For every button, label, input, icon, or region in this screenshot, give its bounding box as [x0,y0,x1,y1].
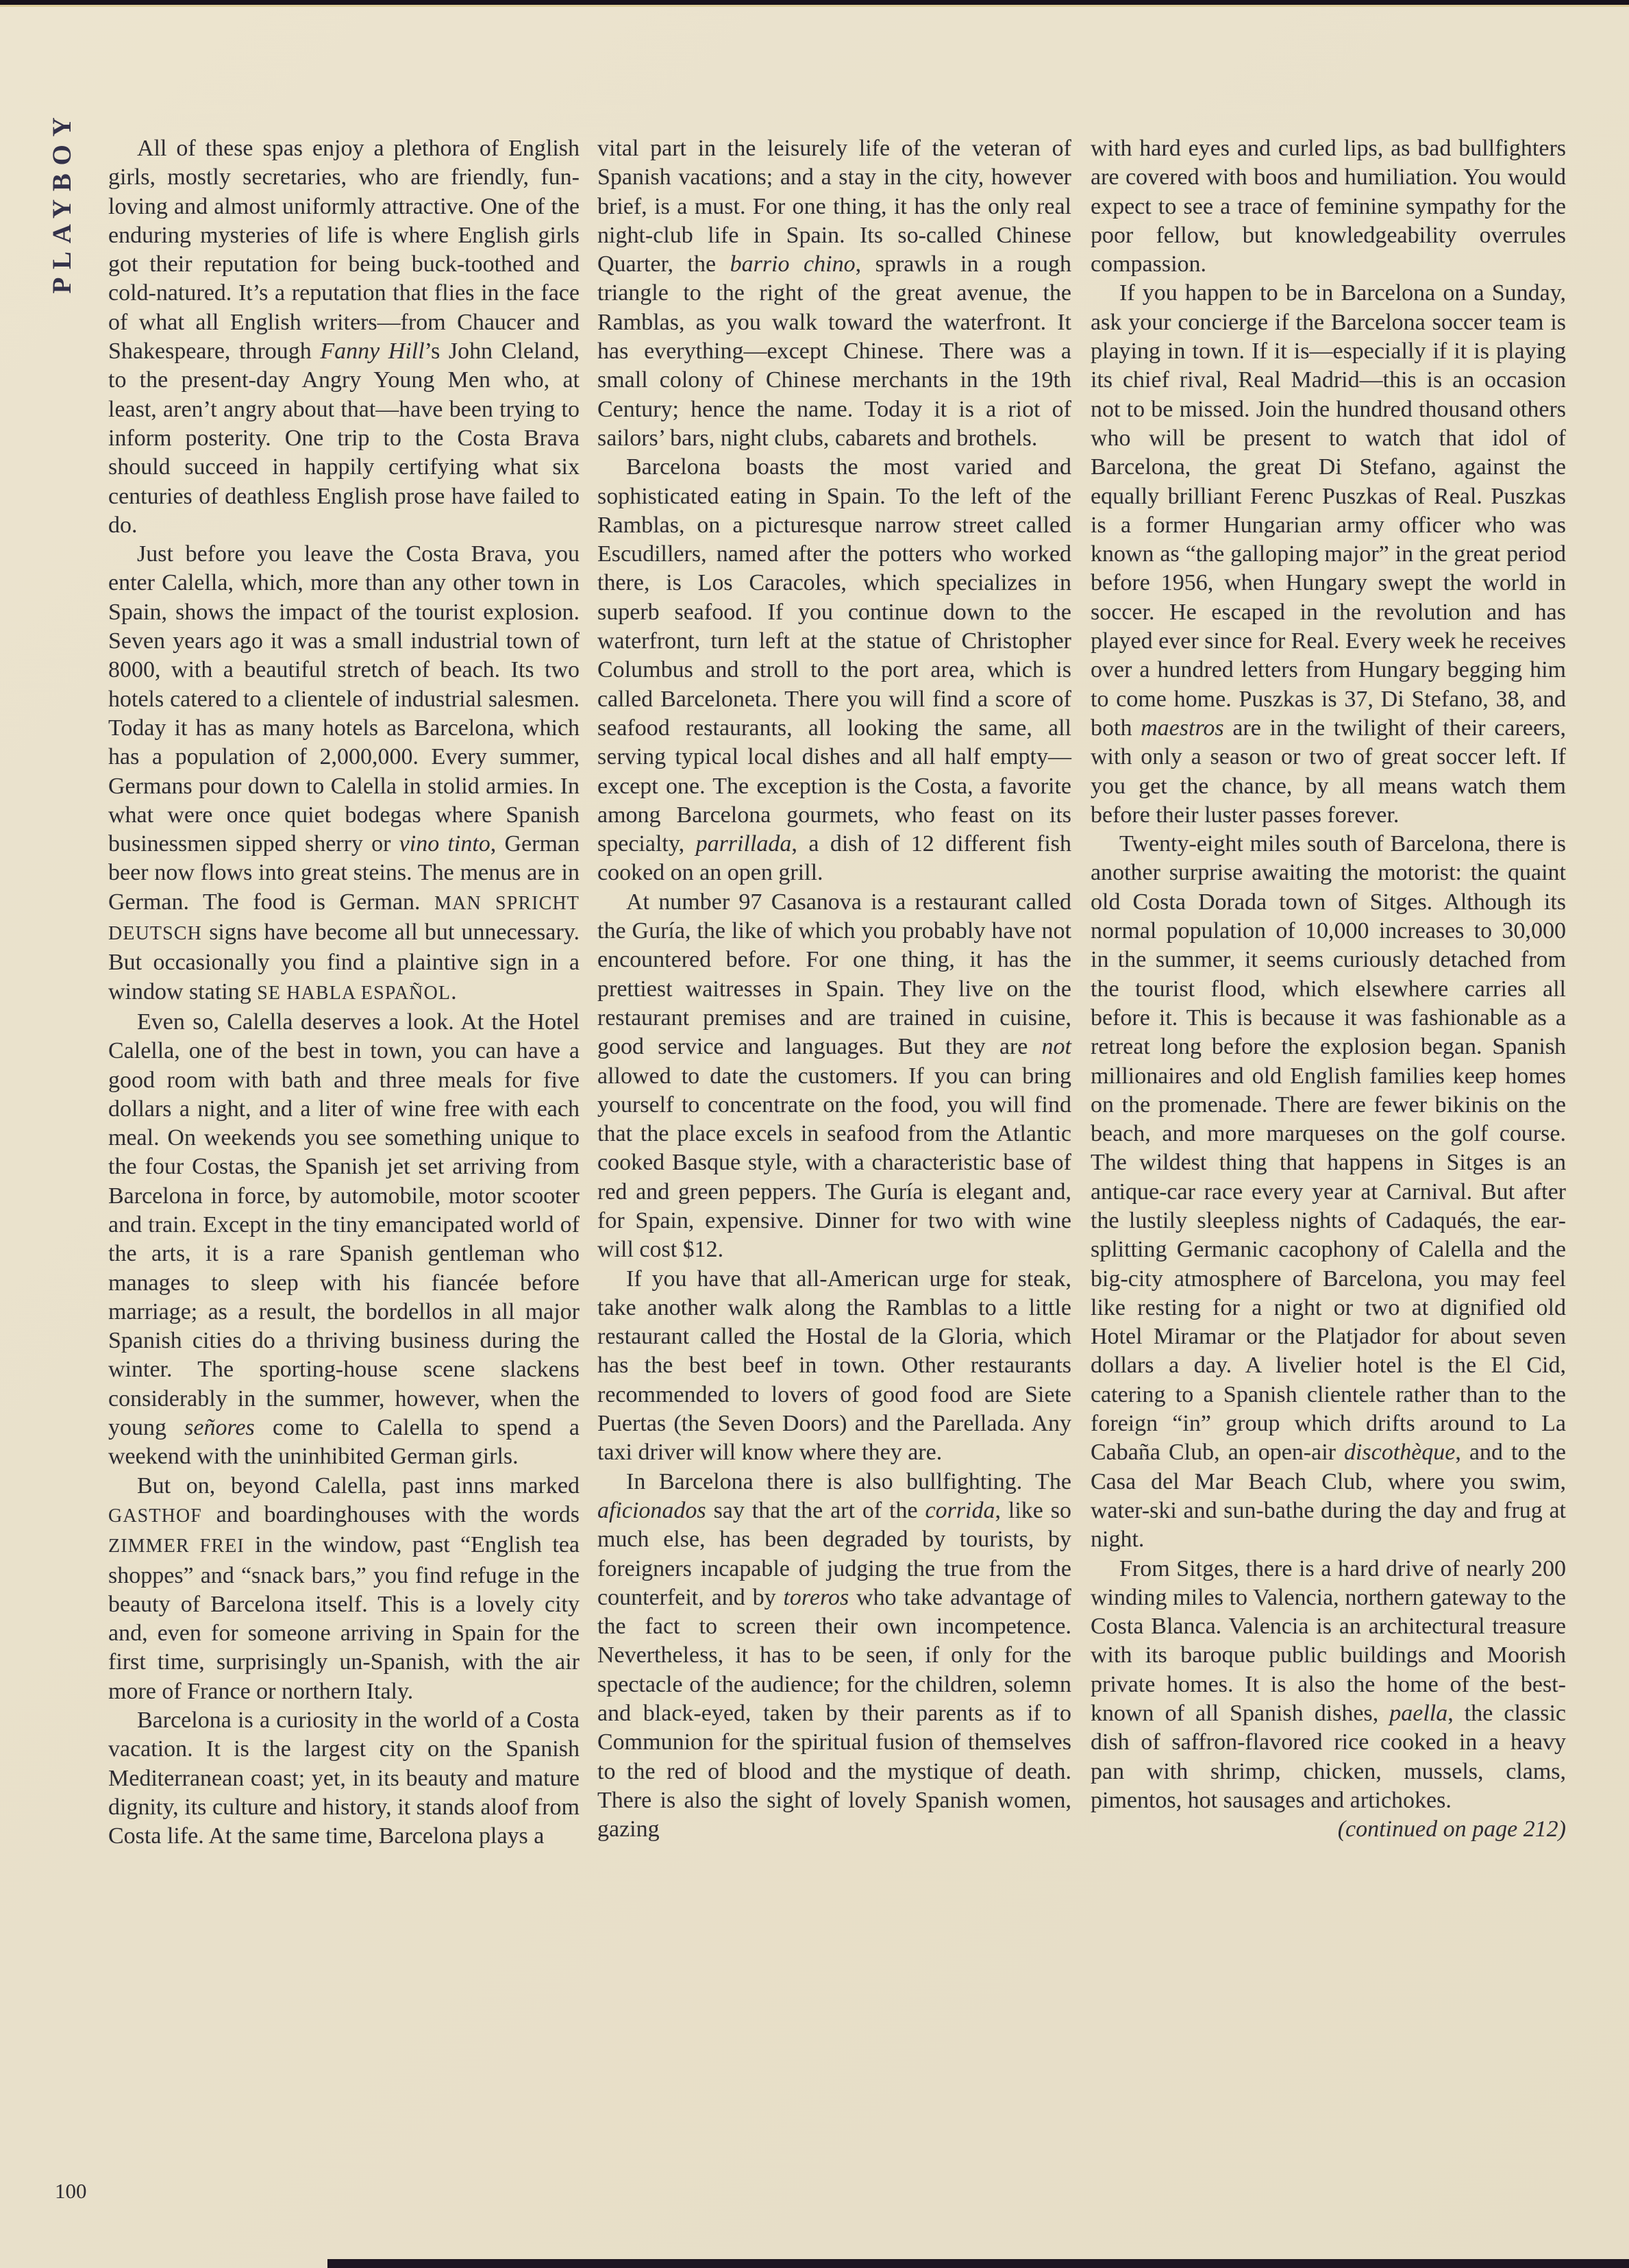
magazine-brand-vertical: PLAYBOY [47,109,77,294]
page-top-edge [0,0,1629,5]
text-run: , German beer now flows into great steins. The menus are in German. The food is German. [108,831,580,915]
text-run: , and to the Casa del Mar Beach Club, where you swim, water-ski and sun-bathe during the day and frug at night. [1091,1440,1566,1553]
text-run: toreros [783,1584,849,1610]
paragraph [597,1265,1071,1468]
paragraph [597,888,1071,1265]
text-run: MAN SPRICHT DEUTSCH [108,892,580,945]
paragraph [1091,1555,1566,1816]
text-run: Fanny Hill [320,338,425,365]
text-run: Even so, Calella deserves a look. At the Hotel Calella, one of the best in town, you can have a good room with bath and three meals for five dollars a night, and a liter of wine free with each meal. On weekends you see something unique to the four Costas, the Spanish jet set arriving from Barcelona in force, by automobile, motor scooter and train. Except in the tiny emancipated world of the arts, it is a rare Spanish gentleman who manages to sleep with his fiancée before marriage; as a result, the bordellos in all major Spanish cities do a thriving business during the winter. The sporting-house scene slackens considerably in the summer, however, when the young [108,1009,580,1441]
text-run: barrio chino [730,251,856,278]
text-run: At number 97 Casanova is a restaurant called the Guría, the like of which you probably have not encountered before. For one thing, it has the prettiest waitresses in Spain. They live on the restaurant premises and are trained in cuisine, good service and languages. But they are [597,889,1071,1060]
text-run: ZIMMER FREI [108,1536,245,1557]
text-run: with hard eyes and curled lips, as bad bullfighters are covered with boos and humiliation. You would expect to see a trace of feminine sympathy for the poor fellow, but knowledgeability overrules compassion. [1091,136,1566,278]
text-run: , like so much else, has been degraded by tourists, by foreigners incapable of judging the true from the counterfeit, and by [597,1497,1072,1610]
text-run: paella [1389,1701,1448,1727]
text-run: , the classic dish of saffron-flavored rice cooked in a heavy pan with shrimp, chicken, mussels, clams, pimentos, hot sausages and artichokes. [1091,1701,1566,1813]
paragraph [1091,134,1566,279]
text-run: corrida [925,1497,995,1523]
paragraph [597,134,1071,453]
text-run: SE HABLA ESPAÑOL [257,982,451,1004]
text-run: ’s John Cleland, to the present-day Angry Young Men who, at least, aren’t angry about that—have been trying to inform posterity. One trip to the Costa Brava should succeed in happily certifying what six centuries of deathless English prose have failed to do. [108,338,580,538]
text-column-left [108,134,580,1851]
text-run: allowed to date the customers. If you can bring yourself to concentrate on the food, you will find that the place excels in seafood from the Atlantic cooked Basque style, with a characteristic base of red and green peppers. The Guría is elegant and, for Spain, expensive. Dinner for two with wine will cost $12. [597,1063,1071,1263]
text-column-right [1091,134,1566,1845]
text-run: , a dish of 12 different fish cooked on an open grill. [597,831,1071,886]
paragraph [108,540,580,1008]
text-run: who take advantage of the fact to screen their own incompetence. Nevertheless, it has to be seen, if only for the spectacle of the audience; for the children, solemn and black-eyed, taken by their parents as if to Communion for the spiritual fusion of themselves to the red of blood and the mystique of death. There is also the sight of lovely Spanish women, gazing [597,1584,1071,1842]
text-run: not [1041,1034,1071,1060]
text-run: In Barcelona there is also bullfighting. The [626,1468,1071,1494]
text-run: All of these spas enjoy a plethora of English girls, mostly secretaries, who are friendly, fun-loving and almost uniformly attractive. One of the enduring mysteries of life is where English girls got their reputation for being buck-toothed and cold-natured. It’s a reputation that flies in the face of what all English writers—from Chaucer and Shakespeare, through [108,136,580,365]
text-run: , sprawls in a rough triangle to the right of the great avenue, the Ramblas, as you walk toward the waterfront. It has everything—except Chinese. There was a small colony of Chinese merchants in the 19th Century; hence the name. Today it is a riot of sailors’ bars, night clubs, cabarets and brothels. [597,251,1071,451]
text-run: If you happen to be in Barcelona on a Sunday, ask your concierge if the Barcelona soccer team is playing in town. If it is—especially if it is playing its chief rival, Real Madrid—this is an occasion not to be missed. Join the hundred thousand others who will be present to watch that idol of Barcelona, the great Di Stefano, against the equally brilliant Ferenc Puszkas of Real. Puszkas is a former Hungarian army officer who was known as “the galloping major” in the great period before 1956, when Hungary swept the world in soccer. He escaped in the revolution and has played ever since for Real. Every week he receives over a hundred letters from Hungary begging him to come home. Puszkas is 37, Di Stefano, 38, and both [1091,280,1566,741]
text-run: Barcelona is a curiosity in the world of a Costa vacation. It is the largest city on the Spanish Mediterranean coast; yet, in its beauty and mature dignity, its culture and history, it stands aloof from Costa life. At the same time, Barcelona plays a [108,1708,580,1849]
page-number: 100 [55,2179,87,2203]
text-run: maestros [1141,715,1224,741]
text-run: parrillada [695,831,792,857]
text-run: and boardinghouses with the words [201,1501,580,1527]
paragraph [1091,1815,1566,1844]
text-run: vino tinto [399,831,490,857]
paragraph [108,134,580,540]
text-run: From Sitges, there is a hard drive of nearly 200 winding miles to Valencia, northern gateway to the Costa Blanca. Valencia is an architectural treasure with its baroque public buildings and Moorish private homes. It is also the home of the best-known of all Spanish dishes, [1091,1555,1566,1727]
text-run: Barcelona boasts the most varied and sophisticated eating in Spain. To the left of the Ramblas, on a picturesque narrow street called Escudillers, named after the potters who worked there, is Los Caracoles, which specializes in superb seafood. If you continue down to the waterfront, turn left at the statue of Christopher Columbus and stroll to the port area, which is called Barceloneta. There you will find a score of seafood restaurants, all looking the same, all serving typical local dishes and all half empty—except one. The exception is the Costa, a favorite among Barcelona gourmets, who feast on its specialty, [597,454,1071,857]
page-top-edge-highlight [0,5,1629,7]
paragraph [108,1008,580,1472]
paragraph [108,1472,580,1706]
text-column-middle [597,134,1071,1845]
text-run: come to Calella to spend a weekend with the uninhibited German girls. [108,1415,580,1470]
text-run: discothèque [1343,1440,1456,1466]
text-run: vital part in the leisurely life of the veteran of Spanish vacations; and a stay in the city, however brief, is a must. For one thing, it has the only real night-club life in Spain. Its so-called Chinese Quarter, the [597,136,1071,278]
text-run: . [451,978,457,1004]
text-run: Just before you leave the Costa Brava, you enter Calella, which, more than any other town in Spain, shows the impact of the tourist explosion. Seven years ago it was a small industrial town of 8000, with a beautiful stretch of beach. Its two hotels catered to a clientele of industrial salesmen. Today it has as many hotels as Barcelona, which has a population of 2,000,000. Every summer, Germans pour down to Calella in stolid armies. In what were once quiet bodegas where Spanish businessmen sipped sherry or [108,541,580,857]
text-run: If you have that all-American urge for steak, take another walk along the Ramblas to a little restaurant called the Hostal de la Gloria, which has the best beef in town. Other restaurants recommended to lovers of good food are Siete Puertas (the Seven Doors) and the Parellada. Any taxi driver will know where they are. [597,1266,1071,1466]
text-run: in the window, past “English tea shoppes” and “snack bars,” you find refuge in the beauty of Barcelona itself. This is a lovely city and, even for someone arriving in Spain for the first time, surprisingly un-Spanish, with the air more of France or northern Italy. [108,1532,580,1704]
paragraph [1091,830,1566,1554]
paragraph [1091,279,1566,830]
text-run: signs have become all but unnecessary. But occasionally you find a plaintive sign in a window stating [108,920,580,1004]
paragraph [108,1706,580,1851]
text-run: aficionados [597,1497,706,1523]
paragraph [597,453,1071,887]
text-run: señores [184,1415,255,1441]
text-run: are in the twilight of their careers, with only a season or two of great soccer left. If you get the chance, by all means watch them before their luster passes forever. [1091,715,1566,828]
paragraph [597,1468,1071,1845]
page-bottom-edge [327,2259,1629,2268]
text-run: GASTHOF [108,1505,202,1527]
text-run: (continued on page 212) [1337,1816,1566,1842]
text-run: say that the art of the [706,1497,925,1523]
text-run: But on, beyond Calella, past inns marked [137,1472,580,1499]
text-run: Twenty-eight miles south of Barcelona, there is another surprise awaiting the motorist: the quaint old Costa Dorada town of Sitges. Although its normal population of 10,000 increases to 30,000 in the summer, it seems curiously detached from the tourist flood, which elsewhere carries all before it. This is because it was fashionable as a retreat long before the explosion began. Spanish millionaires and old English families keep homes on the promenade. There are fewer bikinis on the beach, and more marqueses on the golf course. The wildest thing that happens in Sitges is an antique-car race every year at Carnival. But after the lustily sleepless nights of Cadaqués, the ear-splitting Germanic cacophony of Calella and the big-city atmosphere of Barcelona, you may feel like resting for a night or two at dignified old Hotel Miramar or the Platjador for about seven dollars a day. A livelier hotel is the El Cid, catering to a Spanish clientele rather than to the foreign “in” group which drifts around to La Cabaña Club, an open-air [1091,831,1566,1466]
